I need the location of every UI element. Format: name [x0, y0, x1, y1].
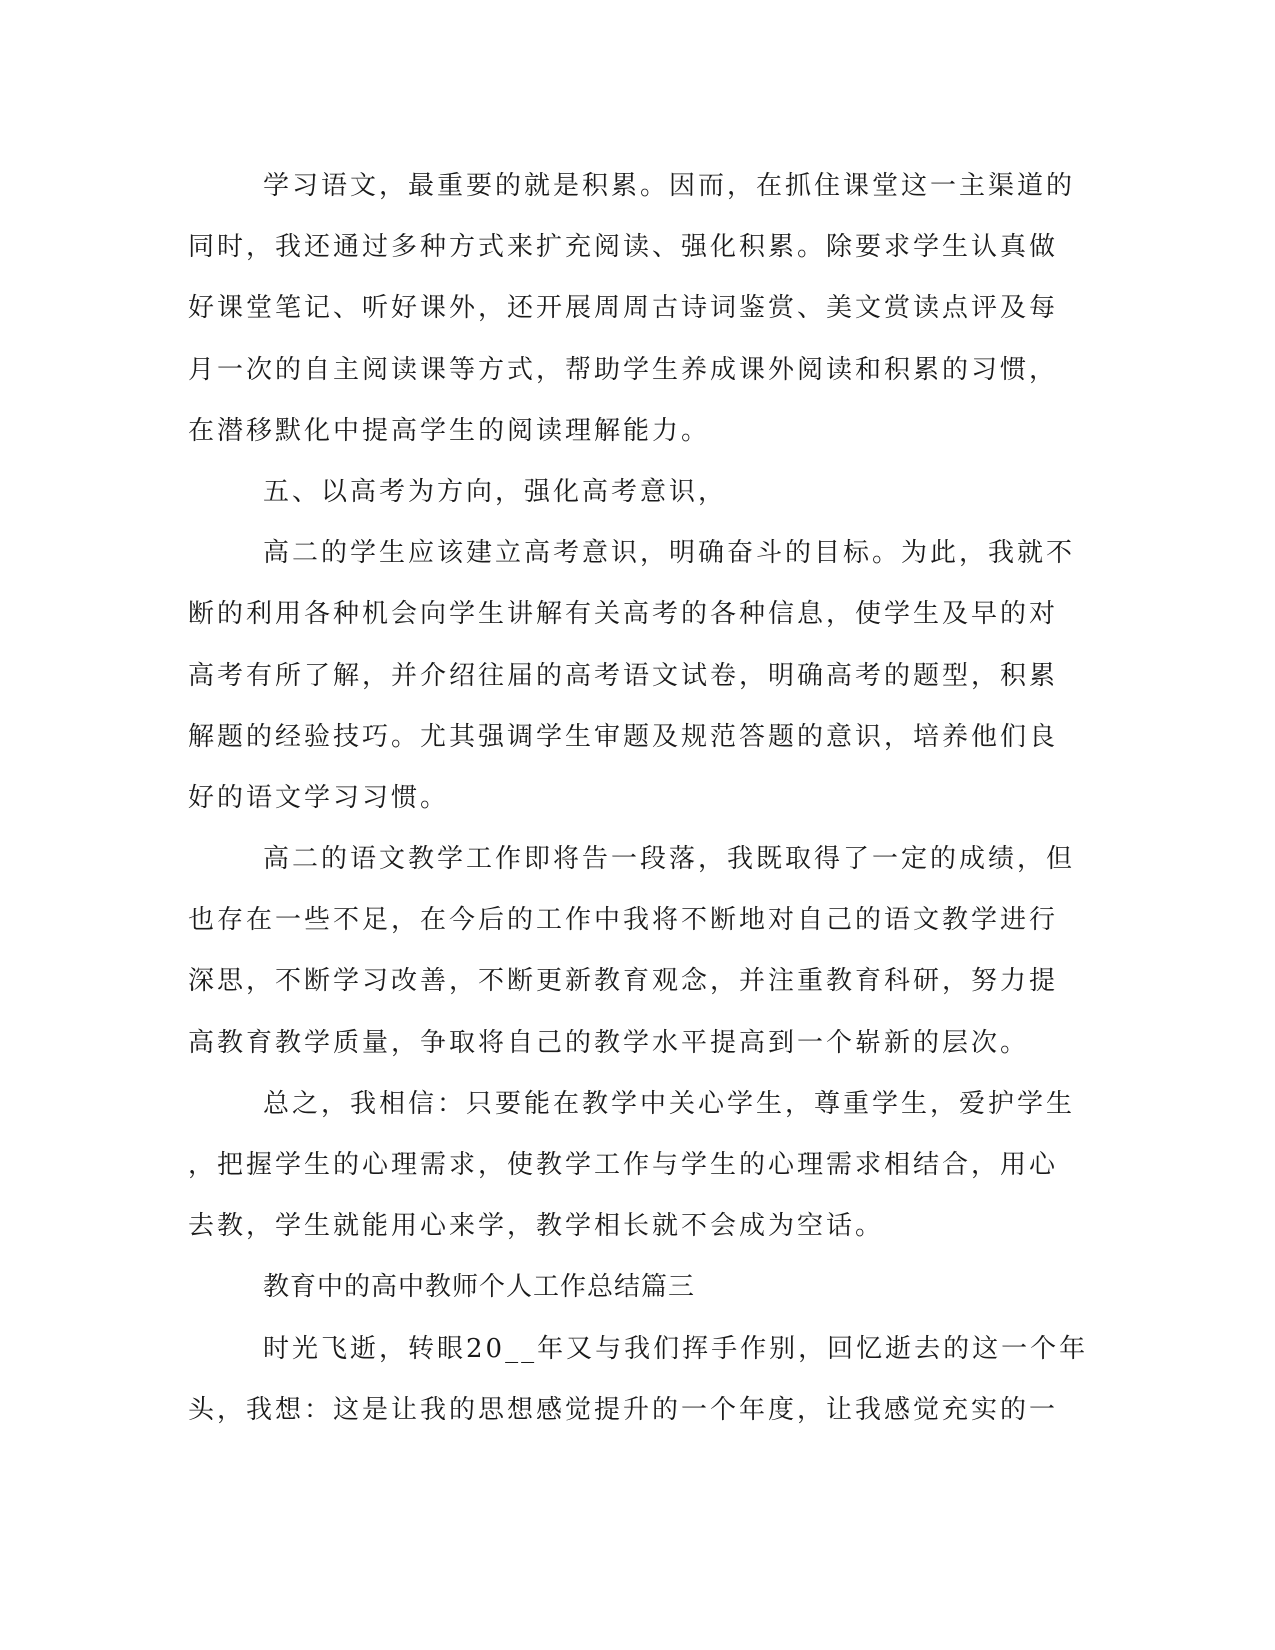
paragraph-line: 深思，不断学习改善，不断更新教育观念，并注重教育科研，努力提	[188, 966, 1059, 997]
paragraph-line: 去教，学生就能用心来学，教学相长就不会成为空话。	[188, 1211, 885, 1242]
paragraph-line: 也存在一些不足，在今后的工作中我将不断地对自己的语文教学进行	[188, 905, 1059, 936]
section-heading: 五、以高考为方向，强化高考意识，	[263, 476, 728, 507]
paragraph-line: 月一次的自主阅读课等方式，帮助学生养成课外阅读和积累的习惯，	[188, 354, 1059, 385]
paragraph-line: 高考有所了解，并介绍往届的高考语文试卷，明确高考的题型，积累	[188, 660, 1059, 691]
paragraph-line: 总之，我相信：只要能在教学中关心学生，尊重学生，爱护学生	[263, 1088, 1076, 1119]
paragraph-line: 解题的经验技巧。尤其强调学生审题及规范答题的意识，培养他们良	[188, 721, 1059, 752]
paragraph-line: 好课堂笔记、听好课外，还开展周周古诗词鉴赏、美文赏读点评及每	[188, 293, 1059, 324]
paragraph-line: 同时，我还通过多种方式来扩充阅读、强化积累。除要求学生认真做	[188, 232, 1059, 263]
paragraph-line: 好的语文学习习惯。	[188, 782, 450, 813]
article-title: 教育中的高中教师个人工作总结篇三	[263, 1272, 696, 1303]
paragraph-line: 高教育教学质量，争取将自己的教学水平提高到一个崭新的层次。	[188, 1027, 1030, 1058]
paragraph-line: 头，我想：这是让我的思想感觉提升的一个年度，让我感觉充实的一	[188, 1394, 1059, 1425]
document-body	[188, 156, 1089, 1441]
paragraph-line: 高二的语文教学工作即将告一段落，我既取得了一定的成绩，但	[263, 844, 1076, 875]
paragraph-line: ，把握学生的心理需求，使教学工作与学生的心理需求相结合，用心	[188, 1150, 1059, 1180]
paragraph-line: 高二的学生应该建立高考意识，明确奋斗的目标。为此，我就不	[263, 538, 1076, 569]
paragraph-line: 在潜移默化中提高学生的阅读理解能力。	[188, 415, 711, 446]
paragraph-line: 时光飞逝，转眼20__年又与我们挥手作别，回忆逝去的这一个年	[263, 1333, 1089, 1364]
paragraph-line: 断的利用各种机会向学生讲解有关高考的各种信息，使学生及早的对	[188, 599, 1059, 630]
paragraph-line: 学习语文，最重要的就是积累。因而，在抓住课堂这一主渠道的	[263, 171, 1076, 201]
